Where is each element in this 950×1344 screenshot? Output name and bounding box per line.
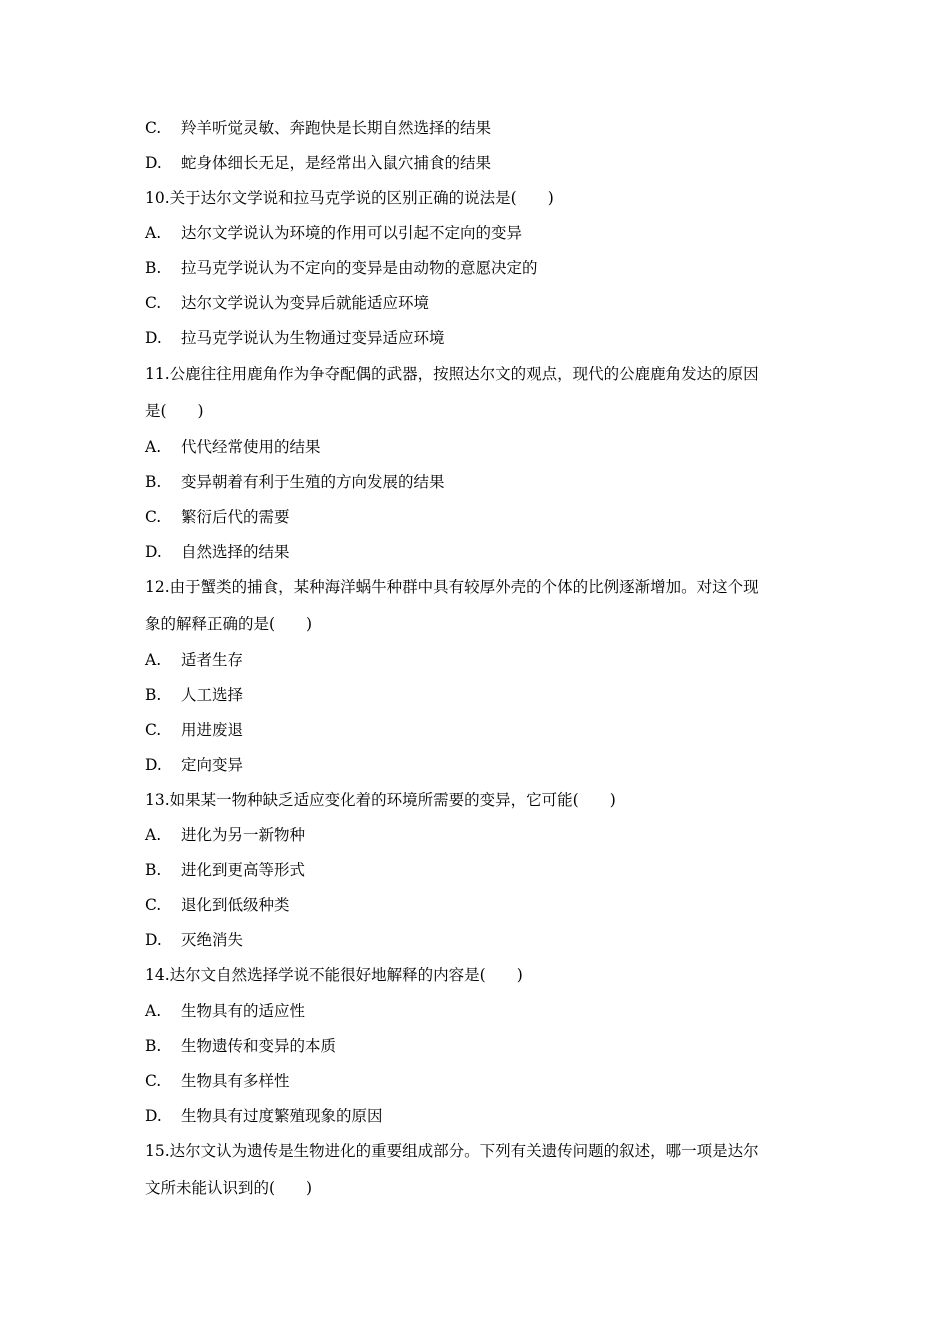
option-text: 羚羊听觉灵敏、奔跑快是长期自然选择的结果 (181, 119, 492, 137)
option-letter: C. (145, 721, 162, 739)
q13-option-d (145, 930, 243, 950)
option-text: 拉马克学说认为生物通过变异适应环境 (181, 329, 445, 347)
q10-stem: 10.关于达尔文学说和拉马克学说的区别正确的说法是( ) (145, 189, 554, 207)
option-letter: D. (145, 543, 162, 561)
q11-option-c (145, 507, 290, 527)
option-letter: D. (145, 329, 162, 347)
q11-option-b (145, 472, 445, 492)
option-letter: A. (145, 826, 162, 844)
q15-stem-line2: 文所未能认识到的( ) (145, 1179, 313, 1197)
q14-option-c (145, 1071, 290, 1091)
option-letter: D. (145, 154, 162, 172)
option-letter: A. (145, 224, 162, 242)
q13-option-c (145, 895, 290, 915)
option-text: 定向变异 (181, 756, 244, 774)
option-text: 退化到低级种类 (181, 896, 290, 914)
q11-stem-line2: 是( ) (145, 402, 204, 420)
option-letter: C. (145, 508, 162, 526)
option-letter: C. (145, 119, 162, 137)
q14-option-b (145, 1036, 336, 1056)
q10-option-b (145, 258, 538, 278)
q11-option-a (145, 437, 321, 457)
option-text: 适者生存 (181, 651, 244, 669)
q12-option-a (145, 650, 243, 670)
option-text: 拉马克学说认为不定向的变异是由动物的意愿决定的 (181, 259, 538, 277)
option-text: 生物具有的适应性 (181, 1002, 306, 1020)
option-letter: D. (145, 931, 162, 949)
option-text: 变异朝着有利于生殖的方向发展的结果 (181, 473, 445, 491)
option-letter: A. (145, 651, 162, 669)
option-letter: C. (145, 896, 162, 914)
q12-option-c (145, 720, 243, 740)
q11-option-d (145, 542, 290, 562)
option-letter: A. (145, 1002, 162, 1020)
option-letter: C. (145, 294, 162, 312)
option-letter: D. (145, 1107, 162, 1125)
option-text: 进化到更高等形式 (181, 861, 306, 879)
q10-option-c (145, 293, 429, 313)
option-text: 生物具有过度繁殖现象的原因 (181, 1107, 383, 1125)
option-text: 蛇身体细长无足，是经常出入鼠穴捕食的结果 (181, 154, 492, 172)
option-text: 达尔文学说认为变异后就能适应环境 (181, 294, 430, 312)
option-letter: B. (145, 861, 162, 879)
option-text: 人工选择 (181, 686, 244, 704)
option-text: 进化为另一新物种 (181, 826, 306, 844)
q12-stem-line2: 象的解释正确的是( ) (145, 615, 313, 633)
q9-option-d (145, 153, 491, 173)
option-text: 灭绝消失 (181, 931, 244, 949)
option-text: 生物遗传和变异的本质 (181, 1037, 337, 1055)
option-text: 用进废退 (181, 721, 244, 739)
option-letter: B. (145, 259, 162, 277)
q12-option-b (145, 685, 243, 705)
q15-stem-line1: 15.达尔文认为遗传是生物进化的重要组成部分。下列有关遗传问题的叙述，哪一项是达尔 (145, 1142, 759, 1160)
option-letter: A. (145, 438, 162, 456)
option-letter: D. (145, 756, 162, 774)
option-text: 生物具有多样性 (181, 1072, 290, 1090)
option-text: 自然选择的结果 (181, 543, 290, 561)
option-text: 繁衍后代的需要 (181, 508, 290, 526)
option-letter: B. (145, 1037, 162, 1055)
q12-option-d (145, 755, 243, 775)
q14-option-a (145, 1001, 305, 1021)
q10-option-a (145, 223, 522, 243)
option-text: 代代经常使用的结果 (181, 438, 321, 456)
q9-option-c (145, 118, 491, 138)
q13-option-b (145, 860, 305, 880)
q14-stem: 14.达尔文自然选择学说不能很好地解释的内容是( ) (145, 966, 523, 984)
option-letter: B. (145, 473, 162, 491)
q14-option-d (145, 1106, 383, 1126)
option-letter: C. (145, 1072, 162, 1090)
option-text: 达尔文学说认为环境的作用可以引起不定向的变异 (181, 224, 523, 242)
option-letter: B. (145, 686, 162, 704)
q13-option-a (145, 825, 305, 845)
q10-option-d (145, 328, 445, 348)
q11-stem-line1: 11.公鹿往往用鹿角作为争夺配偶的武器，按照达尔文的观点，现代的公鹿鹿角发达的原因 (145, 365, 759, 383)
q12-stem-line1: 12.由于蟹类的捕食，某种海洋蜗牛种群中具有较厚外壳的个体的比例逐渐增加。对这个现 (145, 578, 759, 596)
q13-stem: 13.如果某一物种缺乏适应变化着的环境所需要的变异，它可能( ) (145, 791, 616, 809)
